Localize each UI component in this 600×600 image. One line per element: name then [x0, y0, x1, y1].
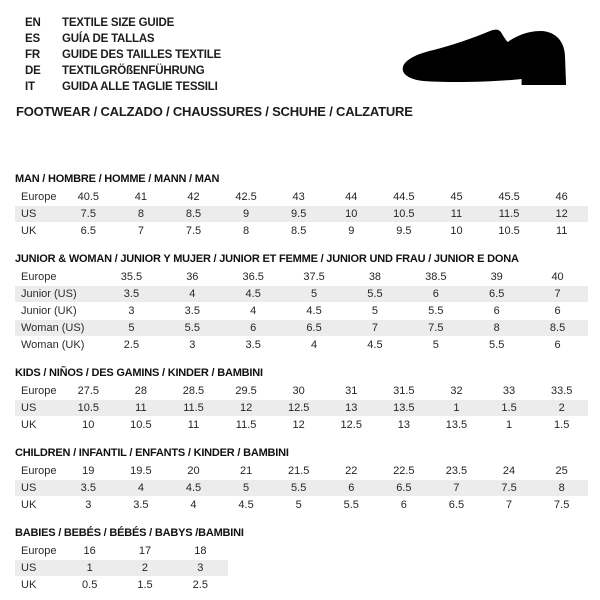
size-value-cell: 1: [483, 417, 536, 434]
size-value-cell: 31: [325, 383, 378, 400]
size-value-cell: 24: [483, 463, 536, 480]
size-value-cell: 10: [325, 206, 378, 223]
size-value-cell: 9: [325, 223, 378, 240]
size-value-cell: 0.5: [62, 577, 117, 594]
size-value-cell: 27.5: [62, 383, 115, 400]
size-value-cell: 6.5: [466, 286, 527, 303]
row-label: UK: [15, 223, 62, 240]
size-value-cell: 11.5: [483, 206, 536, 223]
size-value-cell: 3.5: [115, 497, 168, 514]
size-value-cell: 1: [430, 400, 483, 417]
size-value-cell: 13.5: [378, 400, 431, 417]
language-label: GUÍA DE TALLAS: [62, 33, 155, 45]
size-table-title: CHILDREN / INFANTIL / ENFANTS / KINDER / BAMBINI: [15, 447, 289, 459]
size-value-cell: 7.5: [167, 223, 220, 240]
size-value-cell: 3: [62, 497, 115, 514]
row-label: Europe: [15, 543, 62, 560]
size-value-cell: 6: [325, 480, 378, 497]
size-value-cell: 12.5: [325, 417, 378, 434]
size-value-cell: 21: [220, 463, 273, 480]
size-value-cell: 3.5: [162, 303, 223, 320]
size-value-cell: 36: [162, 269, 223, 286]
table-row: [15, 463, 588, 480]
size-value-cell: 19.5: [115, 463, 168, 480]
size-value-cell: 8: [220, 223, 273, 240]
size-value-cell: 6.5: [62, 223, 115, 240]
size-value-cell: 11.5: [220, 417, 273, 434]
table-row: [15, 206, 588, 223]
size-value-cell: 23.5: [430, 463, 483, 480]
row-label: Woman (UK): [15, 337, 101, 354]
size-value-cell: 11: [115, 400, 168, 417]
size-value-cell: 13: [325, 400, 378, 417]
size-value-cell: 5: [345, 303, 406, 320]
size-value-cell: 33.5: [535, 383, 588, 400]
table-row: [15, 320, 588, 337]
size-value-cell: 7.5: [405, 320, 466, 337]
table-row: [15, 223, 588, 240]
size-value-cell: 4.5: [167, 480, 220, 497]
size-value-cell: 7.5: [62, 206, 115, 223]
table-row: [15, 497, 588, 514]
size-value-cell: 17: [117, 543, 172, 560]
size-value-cell: 21.5: [272, 463, 325, 480]
size-value-cell: 7: [483, 497, 536, 514]
size-value-cell: 7: [527, 286, 588, 303]
table-row: [15, 577, 228, 594]
row-label: UK: [15, 577, 62, 594]
language-code: FR: [25, 49, 40, 61]
language-label: TEXTILGRÖßENFÜHRUNG: [62, 65, 205, 77]
size-section-man: [15, 173, 588, 240]
row-label: Junior (UK): [15, 303, 101, 320]
size-value-cell: 38: [345, 269, 406, 286]
table-row: [15, 269, 588, 286]
row-label: US: [15, 206, 62, 223]
size-value-cell: 42.5: [220, 189, 273, 206]
size-value-cell: 33: [483, 383, 536, 400]
size-value-cell: 1: [62, 560, 117, 577]
size-value-cell: 12: [220, 400, 273, 417]
size-value-cell: 12: [535, 206, 588, 223]
size-value-cell: 3.5: [62, 480, 115, 497]
size-value-cell: 10: [430, 223, 483, 240]
size-value-cell: 8: [535, 480, 588, 497]
row-label: Woman (US): [15, 320, 101, 337]
size-value-cell: 4: [162, 286, 223, 303]
size-table-title: MAN / HOMBRE / HOMME / MANN / MAN: [15, 173, 220, 185]
size-value-cell: 32: [430, 383, 483, 400]
size-value-cell: 28: [115, 383, 168, 400]
size-value-cell: 4: [284, 337, 345, 354]
table-row: [15, 400, 588, 417]
size-value-cell: 6: [466, 303, 527, 320]
size-value-cell: 4.5: [284, 303, 345, 320]
language-code: DE: [25, 65, 41, 77]
size-value-cell: 6: [405, 286, 466, 303]
size-value-cell: 13.5: [430, 417, 483, 434]
size-section-kids: [15, 367, 588, 434]
size-value-cell: 28.5: [167, 383, 220, 400]
size-value-cell: 22.5: [378, 463, 431, 480]
table-row: [15, 286, 588, 303]
size-value-cell: 2.5: [101, 337, 162, 354]
size-value-cell: 39: [466, 269, 527, 286]
size-value-cell: 31.5: [378, 383, 431, 400]
size-sections: [15, 0, 588, 594]
size-value-cell: 10.5: [483, 223, 536, 240]
size-value-cell: 8.5: [272, 223, 325, 240]
size-value-cell: 8: [466, 320, 527, 337]
row-label: Europe: [15, 463, 62, 480]
size-value-cell: 4.5: [345, 337, 406, 354]
size-value-cell: 1.5: [483, 400, 536, 417]
table-row: [15, 337, 588, 354]
size-value-cell: 1.5: [535, 417, 588, 434]
table-row: [15, 383, 588, 400]
row-label: US: [15, 400, 62, 417]
row-label: Europe: [15, 383, 62, 400]
size-value-cell: 40.5: [62, 189, 115, 206]
language-code: IT: [25, 81, 35, 93]
table-row: [15, 303, 588, 320]
size-value-cell: 5.5: [272, 480, 325, 497]
size-value-cell: 41: [115, 189, 168, 206]
size-value-cell: 11.5: [167, 400, 220, 417]
size-section-junior-woman: [15, 253, 588, 354]
language-label: TEXTILE SIZE GUIDE: [62, 17, 175, 29]
size-value-cell: 8: [115, 206, 168, 223]
size-table-junior-woman: [15, 269, 588, 354]
size-table-title: KIDS / NIÑOS / DES GAMINS / KINDER / BAMBINI: [15, 367, 263, 379]
size-value-cell: 35.5: [101, 269, 162, 286]
size-value-cell: 2: [117, 560, 172, 577]
size-value-cell: 46: [535, 189, 588, 206]
size-value-cell: 5: [284, 286, 345, 303]
size-value-cell: 9.5: [272, 206, 325, 223]
size-value-cell: 43: [272, 189, 325, 206]
size-value-cell: 16: [62, 543, 117, 560]
size-value-cell: 10.5: [62, 400, 115, 417]
size-value-cell: 6: [223, 320, 284, 337]
size-value-cell: 5: [272, 497, 325, 514]
size-value-cell: 9.5: [378, 223, 431, 240]
size-value-cell: 29.5: [220, 383, 273, 400]
size-value-cell: 4.5: [223, 286, 284, 303]
size-section-babies: [15, 527, 588, 594]
language-label: GUIDE DES TAILLES TEXTILE: [62, 49, 221, 61]
size-table-title: BABIES / BEBÉS / BÉBÉS / BABYS /BAMBINI: [15, 527, 244, 539]
size-value-cell: 5.5: [466, 337, 527, 354]
size-value-cell: 3: [101, 303, 162, 320]
size-value-cell: 4: [115, 480, 168, 497]
category-heading: FOOTWEAR / CALZADO / CHAUSSURES / SCHUHE / CALZATURE: [16, 104, 413, 119]
size-value-cell: 6: [378, 497, 431, 514]
table-row: [15, 560, 228, 577]
row-label: US: [15, 480, 62, 497]
size-value-cell: 18: [173, 543, 228, 560]
row-label: UK: [15, 417, 62, 434]
row-label: US: [15, 560, 62, 577]
size-value-cell: 5: [101, 320, 162, 337]
row-label: Europe: [15, 269, 101, 286]
size-value-cell: 3: [162, 337, 223, 354]
size-value-cell: 6: [527, 303, 588, 320]
size-value-cell: 7: [115, 223, 168, 240]
size-value-cell: 8.5: [527, 320, 588, 337]
size-value-cell: 45: [430, 189, 483, 206]
size-table-man: [15, 189, 588, 240]
size-table-babies: [15, 543, 228, 594]
size-value-cell: 30: [272, 383, 325, 400]
size-value-cell: 10.5: [378, 206, 431, 223]
size-value-cell: 4: [223, 303, 284, 320]
size-value-cell: 13: [378, 417, 431, 434]
size-value-cell: 25: [535, 463, 588, 480]
size-value-cell: 40: [527, 269, 588, 286]
size-value-cell: 7: [430, 480, 483, 497]
size-value-cell: 10: [62, 417, 115, 434]
size-value-cell: 12: [272, 417, 325, 434]
size-value-cell: 7: [345, 320, 406, 337]
row-label: Junior (US): [15, 286, 101, 303]
size-table-title: JUNIOR & WOMAN / JUNIOR Y MUJER / JUNIOR ET FEMME / JUNIOR UND FRAU / JUNIOR E DONA: [15, 253, 519, 265]
size-value-cell: 22: [325, 463, 378, 480]
size-value-cell: 7.5: [483, 480, 536, 497]
size-value-cell: 7.5: [535, 497, 588, 514]
size-value-cell: 4.5: [220, 497, 273, 514]
table-row: [15, 480, 588, 497]
size-value-cell: 36.5: [223, 269, 284, 286]
size-value-cell: 5.5: [345, 286, 406, 303]
size-value-cell: 2.5: [173, 577, 228, 594]
size-value-cell: 12.5: [272, 400, 325, 417]
size-value-cell: 6: [527, 337, 588, 354]
size-value-cell: 38.5: [405, 269, 466, 286]
size-value-cell: 5.5: [405, 303, 466, 320]
size-value-cell: 19: [62, 463, 115, 480]
size-value-cell: 8.5: [167, 206, 220, 223]
language-code: EN: [25, 17, 41, 29]
size-value-cell: 6.5: [284, 320, 345, 337]
size-value-cell: 5.5: [325, 497, 378, 514]
row-label: UK: [15, 497, 62, 514]
size-table-children: [15, 463, 588, 514]
size-value-cell: 44.5: [378, 189, 431, 206]
size-value-cell: 6.5: [430, 497, 483, 514]
size-value-cell: 5: [220, 480, 273, 497]
size-value-cell: 5: [405, 337, 466, 354]
size-value-cell: 3: [173, 560, 228, 577]
size-value-cell: 11: [430, 206, 483, 223]
language-code: ES: [25, 33, 40, 45]
size-value-cell: 5.5: [162, 320, 223, 337]
size-value-cell: 6.5: [378, 480, 431, 497]
size-value-cell: 3.5: [101, 286, 162, 303]
size-value-cell: 11: [535, 223, 588, 240]
table-row: [15, 189, 588, 206]
size-value-cell: 37.5: [284, 269, 345, 286]
size-value-cell: 10.5: [115, 417, 168, 434]
size-value-cell: 45.5: [483, 189, 536, 206]
size-value-cell: 2: [535, 400, 588, 417]
row-label: Europe: [15, 189, 62, 206]
size-value-cell: 20: [167, 463, 220, 480]
size-value-cell: 9: [220, 206, 273, 223]
table-row: [15, 543, 228, 560]
table-row: [15, 417, 588, 434]
size-value-cell: 44: [325, 189, 378, 206]
size-table-kids: [15, 383, 588, 434]
size-value-cell: 42: [167, 189, 220, 206]
language-label: GUIDA ALLE TAGLIE TESSILI: [62, 81, 218, 93]
size-section-children: [15, 447, 588, 514]
size-value-cell: 3.5: [223, 337, 284, 354]
size-value-cell: 11: [167, 417, 220, 434]
size-value-cell: 4: [167, 497, 220, 514]
size-value-cell: 1.5: [117, 577, 172, 594]
